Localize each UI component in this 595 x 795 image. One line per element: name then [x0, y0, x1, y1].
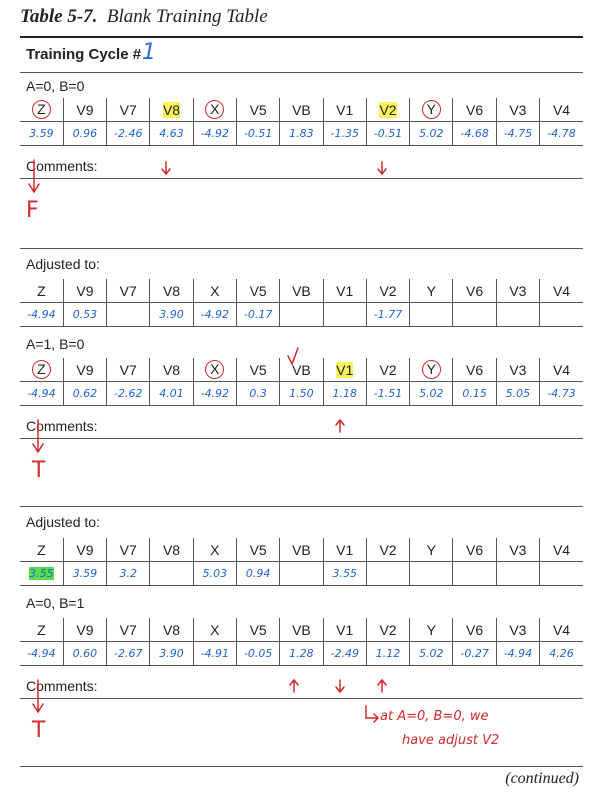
- header-cell: Y: [410, 538, 453, 562]
- header-cell: X: [193, 358, 236, 382]
- value-cell[interactable]: 1.83: [280, 122, 323, 146]
- header-cell: V8: [150, 358, 193, 382]
- value-cell[interactable]: 0.62: [63, 382, 106, 406]
- value-cell[interactable]: -0.51: [366, 122, 409, 146]
- value-cell[interactable]: 5.03: [193, 562, 236, 586]
- value-cell[interactable]: 0.94: [236, 562, 279, 586]
- header-cell: V1: [323, 618, 366, 642]
- header-cell: V9: [63, 98, 106, 122]
- comment-letter-2: T: [32, 458, 46, 483]
- note-arrow-icon: [366, 706, 378, 722]
- down-arrow-z-1: [29, 160, 39, 192]
- down-arrow-z-2: [33, 420, 43, 452]
- value-cell[interactable]: 3.59: [63, 562, 106, 586]
- header-cell: V2: [366, 538, 409, 562]
- value-cell[interactable]: -4.94: [20, 642, 63, 666]
- value-cell[interactable]: -2.62: [107, 382, 150, 406]
- header-cell: V8: [150, 98, 193, 122]
- value-cell[interactable]: 0.60: [63, 642, 106, 666]
- up-arrow-v1-2: [336, 420, 344, 432]
- header-cell: V7: [107, 358, 150, 382]
- value-cell[interactable]: 3.90: [150, 303, 193, 327]
- header-cell: VB: [280, 538, 323, 562]
- table-caption: Blank Training Table: [106, 6, 268, 27]
- header-cell: Y: [410, 279, 453, 303]
- header-cell: V3: [496, 538, 539, 562]
- header-cell: Z: [20, 98, 63, 122]
- header-cell: V3: [496, 618, 539, 642]
- value-cell[interactable]: -4.92: [193, 382, 236, 406]
- header-cell: V3: [496, 279, 539, 303]
- header-cell: V3: [496, 98, 539, 122]
- value-cell[interactable]: -0.17: [236, 303, 279, 327]
- value-cell[interactable]: 5.05: [496, 382, 539, 406]
- header-cell: V1: [323, 279, 366, 303]
- value-cell[interactable]: 3.2: [107, 562, 150, 586]
- value-cell[interactable]: 5.02: [410, 122, 453, 146]
- value-cell[interactable]: -2.67: [107, 642, 150, 666]
- comment-letter-3: T: [32, 718, 46, 743]
- value-cell[interactable]: 0.3: [236, 382, 279, 406]
- section-label-s1: A=0, B=0: [26, 78, 85, 94]
- header-cell: V5: [236, 279, 279, 303]
- comments-label-s2: Comments:: [26, 418, 98, 434]
- header-cell: Z: [20, 618, 63, 642]
- value-cell[interactable]: 3.55: [323, 562, 366, 586]
- header-cell: V5: [236, 358, 279, 382]
- header-cell: V4: [540, 98, 583, 122]
- header-cell: V1: [323, 98, 366, 122]
- header-cell: V7: [107, 98, 150, 122]
- header-cell: Z: [20, 358, 63, 382]
- header-cell: V9: [63, 538, 106, 562]
- note-line-1: at A=0, B=0, we: [380, 709, 489, 724]
- header-cell: V8: [150, 279, 193, 303]
- value-cell[interactable]: -4.78: [540, 122, 583, 146]
- header-cell: V5: [236, 98, 279, 122]
- header-cell: V1: [323, 358, 366, 382]
- note-line-2: have adjust V2: [402, 733, 500, 748]
- header-cell: V4: [540, 618, 583, 642]
- header-cell: V4: [540, 358, 583, 382]
- comments-label-s3: Comments:: [26, 678, 98, 694]
- header-cell: VB: [280, 358, 323, 382]
- header-cell: Y: [410, 98, 453, 122]
- value-cell[interactable]: -4.73: [540, 382, 583, 406]
- value-cell[interactable]: 1.28: [280, 642, 323, 666]
- header-cell: V5: [236, 618, 279, 642]
- value-cell[interactable]: -2.46: [107, 122, 150, 146]
- header-cell: V1: [323, 538, 366, 562]
- up-arrow-vb-3: [290, 680, 298, 692]
- value-cell[interactable]: -4.92: [193, 122, 236, 146]
- header-cell: V2: [366, 279, 409, 303]
- adjusted-label-1: Adjusted to:: [26, 256, 100, 272]
- value-cell[interactable]: 5.02: [410, 642, 453, 666]
- header-cell: V7: [107, 618, 150, 642]
- header-cell: VB: [280, 618, 323, 642]
- header-cell: X: [193, 279, 236, 303]
- value-cell[interactable]: -4.94: [20, 382, 63, 406]
- tick-vb-2: [288, 348, 298, 364]
- header-cell: V4: [540, 279, 583, 303]
- value-cell[interactable]: 4.26: [540, 642, 583, 666]
- value-cell[interactable]: -1.77: [366, 303, 409, 327]
- header-cell: Z: [20, 538, 63, 562]
- value-cell[interactable]: -4.94: [20, 303, 63, 327]
- header-cell: V2: [366, 358, 409, 382]
- header-cell: V4: [540, 538, 583, 562]
- down-arrow-z-3: [33, 680, 43, 712]
- header-cell: V9: [63, 358, 106, 382]
- header-cell: V6: [453, 618, 496, 642]
- header-cell: V2: [366, 98, 409, 122]
- down-arrow-v1-3: [336, 680, 344, 692]
- value-cell[interactable]: -4.94: [496, 642, 539, 666]
- continued-label: (continued): [505, 770, 579, 787]
- header-cell: V7: [107, 538, 150, 562]
- value-cell[interactable]: -4.91: [193, 642, 236, 666]
- header-cell: V6: [453, 538, 496, 562]
- value-cell[interactable]: -4.68: [453, 122, 496, 146]
- value-cell[interactable]: 1.12: [366, 642, 409, 666]
- value-cell[interactable]: -0.27: [453, 642, 496, 666]
- header-cell: V5: [236, 538, 279, 562]
- value-cell[interactable]: 3.55: [20, 562, 63, 586]
- header-cell: Y: [410, 618, 453, 642]
- header-cell: V8: [150, 538, 193, 562]
- value-cell[interactable]: -0.05: [236, 642, 279, 666]
- adjusted-label-2: Adjusted to:: [26, 514, 100, 530]
- header-cell: V3: [496, 358, 539, 382]
- value-cell[interactable]: -0.51: [236, 122, 279, 146]
- value-cell[interactable]: 4.01: [150, 382, 193, 406]
- training-cycle-number: 1: [142, 40, 156, 65]
- header-cell: X: [193, 98, 236, 122]
- header-cell: V8: [150, 618, 193, 642]
- value-cell[interactable]: 1.50: [280, 382, 323, 406]
- up-arrow-v2-3: [378, 680, 386, 692]
- header-cell: VB: [280, 98, 323, 122]
- training-cycle-label: Training Cycle #: [26, 46, 142, 63]
- value-cell[interactable]: -2.49: [323, 642, 366, 666]
- header-cell: VB: [280, 279, 323, 303]
- header-cell: Y: [410, 358, 453, 382]
- value-cell[interactable]: 0.53: [63, 303, 106, 327]
- header-cell: X: [193, 538, 236, 562]
- down-arrow-v8-1: [162, 162, 170, 174]
- header-cell: V6: [453, 358, 496, 382]
- header-cell: V2: [366, 618, 409, 642]
- value-cell[interactable]: -1.51: [366, 382, 409, 406]
- value-cell[interactable]: -4.92: [193, 303, 236, 327]
- section-label-s3: A=0, B=1: [26, 595, 85, 611]
- header-cell: V7: [107, 279, 150, 303]
- value-cell[interactable]: 5.02: [410, 382, 453, 406]
- header-cell: V9: [63, 618, 106, 642]
- comment-letter-1: F: [26, 198, 39, 223]
- value-cell[interactable]: -4.75: [496, 122, 539, 146]
- value-cell[interactable]: -1.35: [323, 122, 366, 146]
- header-cell: Z: [20, 279, 63, 303]
- header-cell: X: [193, 618, 236, 642]
- table-number: Table 5-7.: [20, 6, 98, 27]
- value-cell[interactable]: 1.18: [323, 382, 366, 406]
- value-cell[interactable]: 3.90: [150, 642, 193, 666]
- header-cell: V6: [453, 98, 496, 122]
- value-cell[interactable]: 0.96: [63, 122, 106, 146]
- value-cell[interactable]: 0.15: [453, 382, 496, 406]
- header-cell: V6: [453, 279, 496, 303]
- value-cell[interactable]: 4.63: [150, 122, 193, 146]
- comments-label-s1: Comments:: [26, 158, 98, 174]
- down-arrow-v2-1: [378, 162, 386, 174]
- value-cell[interactable]: 3.59: [20, 122, 63, 146]
- header-cell: V9: [63, 279, 106, 303]
- section-label-s2: A=1, B=0: [26, 336, 85, 352]
